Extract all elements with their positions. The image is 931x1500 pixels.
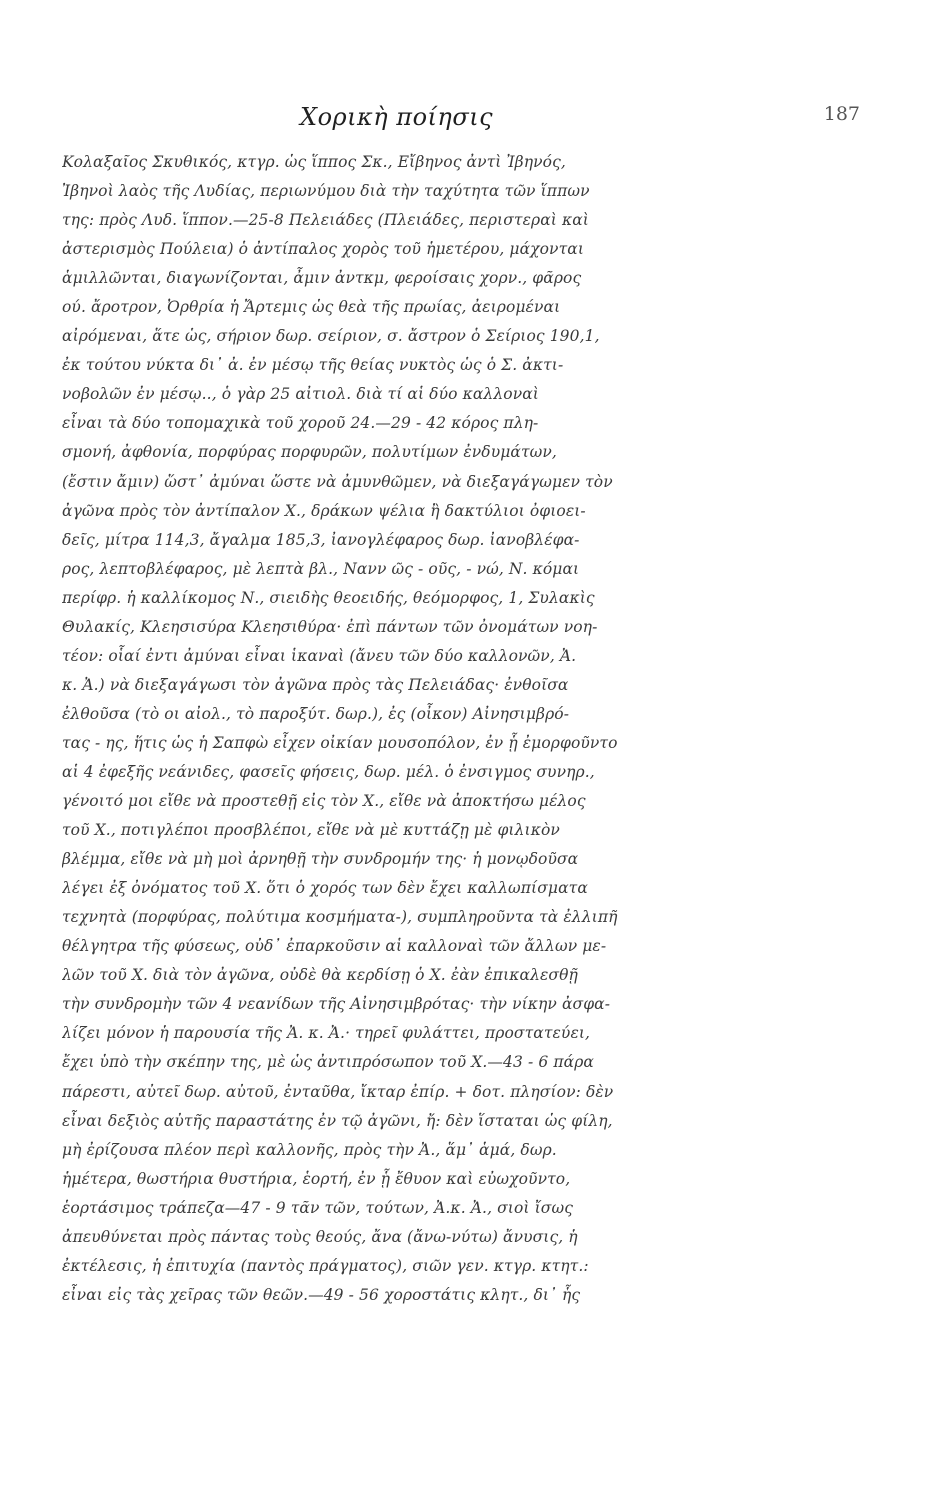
text-line: περίφρ. ἡ καλλίκομος Ν., σιειδὴς θεοειδής, θεόμορφος, 1, Συλακὶς (62, 588, 595, 607)
text-line: της: πρὸς Λυδ. ἵππον.—25-8 Πελειάδες (Πλειάδες, περιστεραὶ καὶ (62, 211, 589, 230)
text-line: κ. Ἀ.) νὰ διεξαγάγωσι τὸν ἀγῶνα πρὸς τὰς Πελειάδας· ἐνθοῖσα (62, 675, 569, 694)
text-line: τας - ης, ἥτις ὡς ἡ Σαπφὼ εἶχεν οἰκίαν μουσοπόλον, ἐν ᾗ ἐμορφοῦντο (62, 733, 618, 752)
text-line: λέγει ἐξ ὀνόματος τοῦ Χ. ὅτι ὁ χορός των δὲν ἔχει καλλωπίσματα (62, 879, 588, 898)
text-line: Κολαξαῖος Σκυθικός, κτγρ. ὡς ἵππος Σκ., Εἴβηνος ἀντὶ Ἰβηνός, (62, 153, 566, 171)
text-line: αἰρόμεναι, ἅτε ὡς, σήριον δωρ. σείριον, σ. ἄστρον ὁ Σείριος 190,1, (62, 327, 600, 346)
text-line: λῶν τοῦ Χ. διὰ τὸν ἀγῶνα, οὐδὲ θὰ κερδίσῃ ὁ Χ. ἐὰν ἐπικαλεσθῇ (62, 966, 578, 985)
text-line: ἐλθοῦσα (τὸ οι αἰολ., τὸ παροξύτ. δωρ.), ἐς (οἶκον) Αἰνησιμβρό- (62, 704, 570, 723)
text-line: δεῖς, μίτρα 114,3, ἄγαλμα 185,3, ἰανογλέφαρος δωρ. ἰανοβλέφα- (62, 530, 580, 549)
text-line: ἔχει ὑπὸ τὴν σκέπην της, μὲ ὡς ἀντιπρόσωπον τοῦ Χ.—43 - 6 πάρα (62, 1053, 594, 1072)
text-line: πάρεστι, αὐτεῖ δωρ. αὐτοῦ, ἐνταῦθα, ἴκταρ ἐπίρ. + δοτ. πλησίον: δὲν (62, 1082, 614, 1101)
text-line: εἶναι δεξιὸς αὐτῆς παραστάτης ἐν τῷ ἀγῶνι, ἤ: δὲν ἵσταται ὡς φίλη, (62, 1111, 613, 1130)
text-line: ἑορτάσιμος τράπεζα—47 - 9 τᾶν τῶν, τούτων, Ἀ.κ. Ἀ., σιοὶ ἴσως (62, 1198, 573, 1217)
text-line: τέον: οἷαί ἐντι ἀμύναι εἶναι ἱκαναὶ (ἄνευ τῶν δύο καλλονῶν, Ἀ. (62, 646, 577, 665)
text-line: ρος, λεπτοβλέφαρος, μὲ λεπτὰ βλ., Νανν ῶς - οῦς, - νώ, Ν. κόμαι (62, 559, 580, 578)
text-line: ἐκτέλεσις, ἡ ἐπιτυχία (παντὸς πράγματος), σιῶν γεν. κτγρ. κτητ.: (62, 1256, 589, 1275)
text-line: ἐκ τούτου νύκτα δι᾽ ἀ. ἐν μέσῳ τῆς θείας νυκτὸς ὡς ὁ Σ. ἀκτι- (62, 356, 564, 375)
commentary-text (62, 148, 862, 1448)
text-line: ού. ἄροτρον, Ὀρθρία ἡ Ἄρτεμις ὡς θεὰ τῆς πρωίας, ἀειρομέναι (62, 298, 561, 317)
text-line: (ἔστιν ἄμιν) ὥστ᾽ ἀμύναι ὥστε νὰ ἀμυνθῶμεν, νὰ διεξαγάγωμεν τὸν (62, 472, 613, 491)
text-line: εἶναι εἰς τὰς χεῖρας τῶν θεῶν.—49 - 56 χοροστάτις κλητ., δι᾽ ἧς (62, 1285, 581, 1304)
text-line: ἡμέτερα, θωστήρια θυστήρια, ἑορτή, ἐν ᾗ ἔθυον καὶ εὐωχοῦντο, (62, 1169, 571, 1188)
text-line: βλέμμα, εἴθε νὰ μὴ μοὶ ἀρνηθῇ τὴν συνδρομήν της· ἡ μονῳδοῦσα (62, 850, 579, 869)
text-line: θέλγητρα τῆς φύσεως, οὐδ᾽ ἐπαρκοῦσιν αἱ καλλοναὶ τῶν ἄλλων με- (62, 937, 607, 956)
text-line: ἁμιλλῶνται, διαγωνίζονται, ἆμιν ἀντκμ, φεροίσαις χορν., φᾶρος (62, 269, 582, 288)
text-line: τὴν συνδρομὴν τῶν 4 νεανίδων τῆς Αἰνησιμβρότας· τὴν νίκην ἀσφα- (62, 995, 611, 1014)
page-header (300, 103, 860, 137)
text-line: μὴ ἐρίζουσα πλέον περὶ καλλονῆς, πρὸς τὴν Ἀ., ἅμ᾽ ἁμά, δωρ. (62, 1140, 557, 1159)
text-line: Ἰβηνοὶ λαὸς τῆς Λυδίας, περιωνύμου διὰ τὴν ταχύτητα τῶν ἵππων (62, 182, 590, 201)
text-line: γένοιτό μοι εἴθε νὰ προστεθῇ εἰς τὸν Χ., εἴθε νὰ ἀποκτήσω μέλος (62, 792, 586, 811)
text-line: νοβολῶν ἐν μέσῳ.., ὁ γὰρ 25 αἰτιολ. διὰ τί αἱ δύο καλλοναὶ (62, 385, 539, 404)
text-line: εἶναι τὰ δύο τοπομαχικὰ τοῦ χοροῦ 24.—29 - 42 κόρος πλη- (62, 414, 539, 433)
running-title: Χορικὴ ποίησις (300, 103, 494, 131)
text-line: λίζει μόνον ἡ παρουσία τῆς Ἀ. κ. Ἀ.· τηρεῖ φυλάττει, προστατεύει, (62, 1024, 591, 1043)
text-line: τοῦ Χ., ποτιγλέποι προσβλέποι, εἴθε νὰ μὲ κυττάζῃ μὲ φιλικὸν (62, 821, 560, 840)
text-line: τεχνητὰ (πορφύρας, πολύτιμα κοσμήματα-), συμπληροῦντα τὰ ἐλλιπῆ (62, 908, 618, 927)
text-line: ἀπευθύνεται πρὸς πάντας τοὺς θεούς, ἄνα (ἄνω-νύτω) ἄνυσις, ἡ (62, 1227, 578, 1246)
page-number: 187 (823, 103, 860, 125)
text-line: ἀστερισμὸς Πούλεια) ὁ ἀντίπαλος χορὸς τοῦ ἡμετέρου, μάχονται (62, 240, 585, 259)
text-line: σμονή, ἀφθονία, πορφύρας πορφυρῶν, πολυτίμων ἐνδυμάτων, (62, 443, 557, 462)
text-line: ἀγῶνα πρὸς τὸν ἀντίπαλον Χ., δράκων ψέλια ἢ δακτύλιοι ὀφιοει- (62, 501, 586, 520)
text-line: Θυλακίς, Κλεησισύρα Κλεησιθύρα· ἐπὶ πάντων τῶν ὀνομάτων νοη- (62, 617, 598, 636)
text-line: αἱ 4 ἐφεξῆς νεάνιδες, φασεῖς φήσεις, δωρ. μέλ. ὁ ἐνσιγμος συνηρ., (62, 762, 595, 781)
